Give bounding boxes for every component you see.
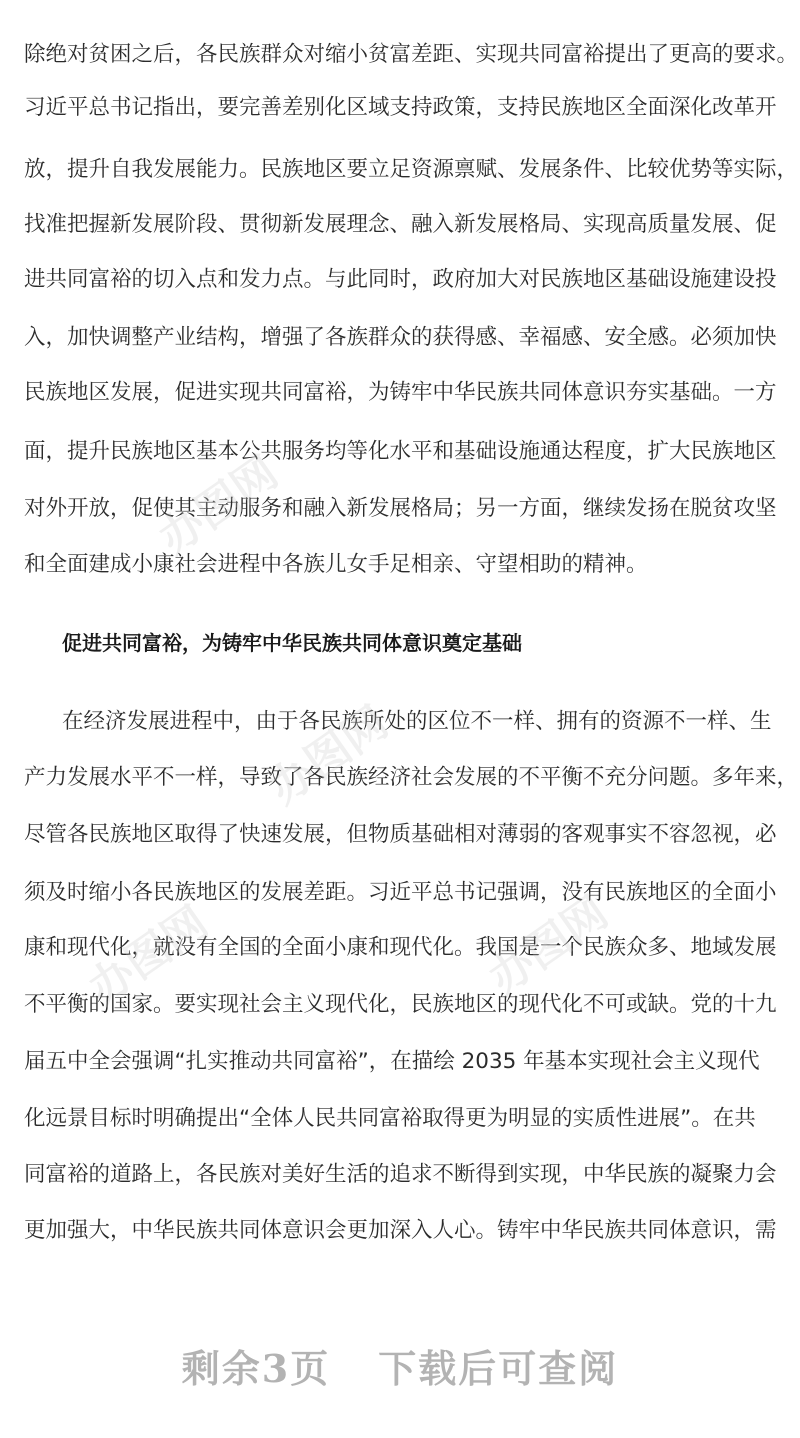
download-prompt[interactable] <box>0 1338 800 1393</box>
watermark: 办图网 <box>79 896 218 1015</box>
paragraph-line: 在经济发展进程中，由于各民族所处的区位不一样、拥有的资源不一样、生 <box>62 709 772 734</box>
paragraph-line: 化远景目标时明确提出“全体人民共同富裕取得更为明显的实质性进展”。在共 <box>24 1106 756 1131</box>
watermark: 办图网 <box>149 446 288 565</box>
paragraph-line: 入，加快调整产业结构，增强了各族群众的获得感、幸福感、安全感。必须加快 <box>24 325 777 350</box>
paragraph-line: 产力发展水平不一样，导致了各民族经济社会发展的不平衡不充分问题。多年来， <box>24 765 799 790</box>
download-to-view-label: 下载后可查阅 <box>378 1346 619 1391</box>
paragraph-line: 须及时缩小各民族地区的发展差距。习近平总书记强调，没有民族地区的全面小 <box>24 880 777 905</box>
watermark: 办图网 <box>259 696 398 815</box>
paragraph-line: 尽管各民族地区取得了快速发展，但物质基础相对薄弱的客观事实不容忽视，必 <box>24 822 777 847</box>
paragraph-line: 康和现代化，就没有全国的全面小康和现代化。我国是一个民族众多、地域发展 <box>24 935 777 960</box>
paragraph-line: 民族地区发展，促进实现共同富裕，为铸牢中华民族共同体意识夯实基础。一方 <box>24 380 777 405</box>
paragraph-line: 找准把握新发展阶段、贯彻新发展理念、融入新发展格局、实现高质量发展、促 <box>24 212 777 237</box>
paragraph-line: 届五中全会强调“扎实推动共同富裕”，在描绘 2035 年基本实现社会主义现代 <box>24 1049 760 1074</box>
paragraph-line: 进共同富裕的切入点和发力点。与此同时，政府加大对民族地区基础设施建设投 <box>24 267 777 292</box>
paragraph-line: 和全面建成小康社会进程中各族儿女手足相亲、守望相助的精神。 <box>24 552 648 577</box>
paragraph-line: 不平衡的国家。要实现社会主义现代化，民族地区的现代化不可或缺。党的十九 <box>24 992 777 1017</box>
paragraph-line: 习近平总书记指出，要完善差别化区域支持政策，支持民族地区全面深化改革开 <box>24 95 777 120</box>
paragraph-line: 面，提升民族地区基本公共服务均等化水平和基础设施通达程度，扩大民族地区 <box>24 439 777 464</box>
watermark: 办图网 <box>479 886 618 1005</box>
paragraph-line: 更加强大，中华民族共同体意识会更加深入人心。铸牢中华民族共同体意识，需 <box>24 1218 777 1243</box>
paragraph-line: 同富裕的道路上，各民族对美好生活的追求不断得到实现，中华民族的凝聚力会 <box>24 1162 777 1187</box>
paragraph-line: 对外开放，促使其主动服务和融入新发展格局；另一方面，继续发扬在脱贫攻坚 <box>24 496 777 521</box>
paragraph-line: 放，提升自我发展能力。民族地区要立足资源禀赋、发展条件、比较优势等实际， <box>24 157 799 182</box>
section-heading: 促进共同富裕，为铸牢中华民族共同体意识奠定基础 <box>62 631 522 655</box>
remaining-pages-label: 剩余3页 <box>181 1346 331 1391</box>
paragraph-line: 除绝对贫困之后，各民族群众对缩小贫富差距、实现共同富裕提出了更高的要求。 <box>24 42 799 67</box>
